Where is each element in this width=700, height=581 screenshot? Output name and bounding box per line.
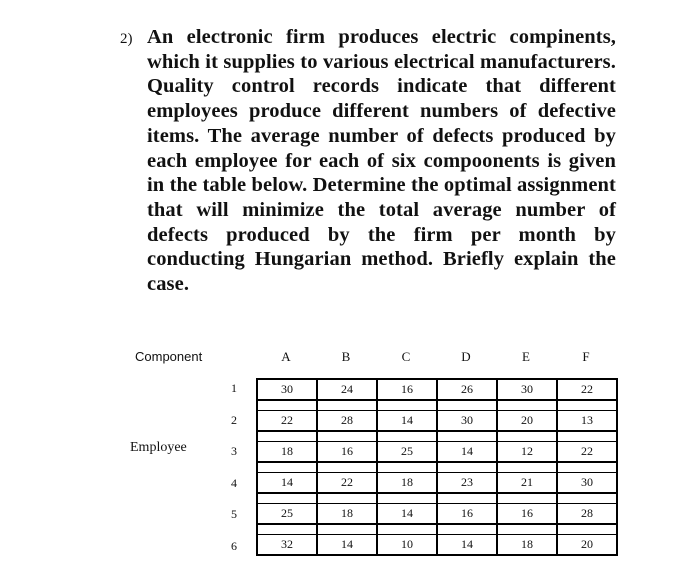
table-row (257, 504, 617, 525)
table-cell: 21 (497, 473, 557, 494)
table-cell: 30 (257, 379, 317, 400)
column-header-b: B (341, 349, 351, 364)
table-cell: 20 (557, 535, 617, 556)
table-cell: 28 (557, 504, 617, 525)
row-spacer (257, 462, 617, 473)
table-cell: 22 (257, 411, 317, 432)
row-label-6: 6 (231, 538, 237, 553)
table-cell: 20 (497, 411, 557, 432)
table-row (257, 411, 617, 432)
table-cell: 18 (257, 442, 317, 463)
defects-table (256, 378, 618, 556)
table-cell: 14 (317, 535, 377, 556)
table-cell: 16 (317, 442, 377, 463)
table-cell: 13 (557, 411, 617, 432)
table-row (257, 535, 617, 556)
column-headers (256, 349, 616, 365)
table-cell: 10 (377, 535, 437, 556)
row-label-2: 2 (231, 412, 237, 427)
row-labels (226, 378, 242, 567)
question-text: An electronic firm produces electric compinents, which it supplies to various electrical manufacturers. Quality control records indicate that different employees produce different numbers of defective items. The average number of defects produced by each employee for each of six compoonents is given in the table below. Determine the optimal assignment that will minimize the total average number of defects produced by the firm per month by conducting Hungarian method. Briefly explain the case. (147, 26, 616, 296)
table-cell: 14 (437, 535, 497, 556)
table-cell: 22 (557, 379, 617, 400)
table-cell: 30 (557, 473, 617, 494)
column-header-c: C (401, 349, 411, 364)
table-cell: 25 (257, 504, 317, 525)
table-cell: 16 (497, 504, 557, 525)
table-row (257, 379, 617, 400)
table-row (257, 442, 617, 463)
row-label-4: 4 (231, 475, 237, 490)
employee-axis-label: Employee (130, 440, 187, 455)
row-spacer (257, 431, 617, 442)
table-cell: 18 (377, 473, 437, 494)
table-cell: 23 (437, 473, 497, 494)
row-label-1: 1 (231, 381, 237, 395)
table-cell: 30 (497, 379, 557, 400)
row-label-3: 3 (231, 444, 237, 458)
column-header-f: F (582, 349, 590, 364)
row-spacer (257, 524, 617, 535)
table-cell: 14 (377, 504, 437, 525)
table-cell: 26 (437, 379, 497, 400)
table-cell: 16 (437, 504, 497, 525)
row-label-5: 5 (231, 507, 237, 521)
row-spacer (257, 493, 617, 504)
table-cell: 22 (557, 442, 617, 463)
table-cell: 24 (317, 379, 377, 400)
component-axis-label: Component (135, 349, 203, 364)
table-cell: 18 (317, 504, 377, 525)
table-cell: 32 (257, 535, 317, 556)
question-number: 2) (120, 31, 133, 47)
table-cell: 12 (497, 442, 557, 463)
table-cell: 18 (497, 535, 557, 556)
table-cell: 25 (377, 442, 437, 463)
row-spacer (257, 400, 617, 411)
table-cell: 16 (377, 379, 437, 400)
table-cell: 30 (437, 411, 497, 432)
table-cell: 14 (257, 473, 317, 494)
table-cell: 22 (317, 473, 377, 494)
column-header-a: A (281, 349, 291, 364)
table-cell: 28 (317, 411, 377, 432)
column-header-d: D (461, 349, 471, 364)
table-cell: 14 (437, 442, 497, 463)
column-header-e: E (522, 349, 530, 364)
table-row (257, 473, 617, 494)
table-cell: 14 (377, 411, 437, 432)
